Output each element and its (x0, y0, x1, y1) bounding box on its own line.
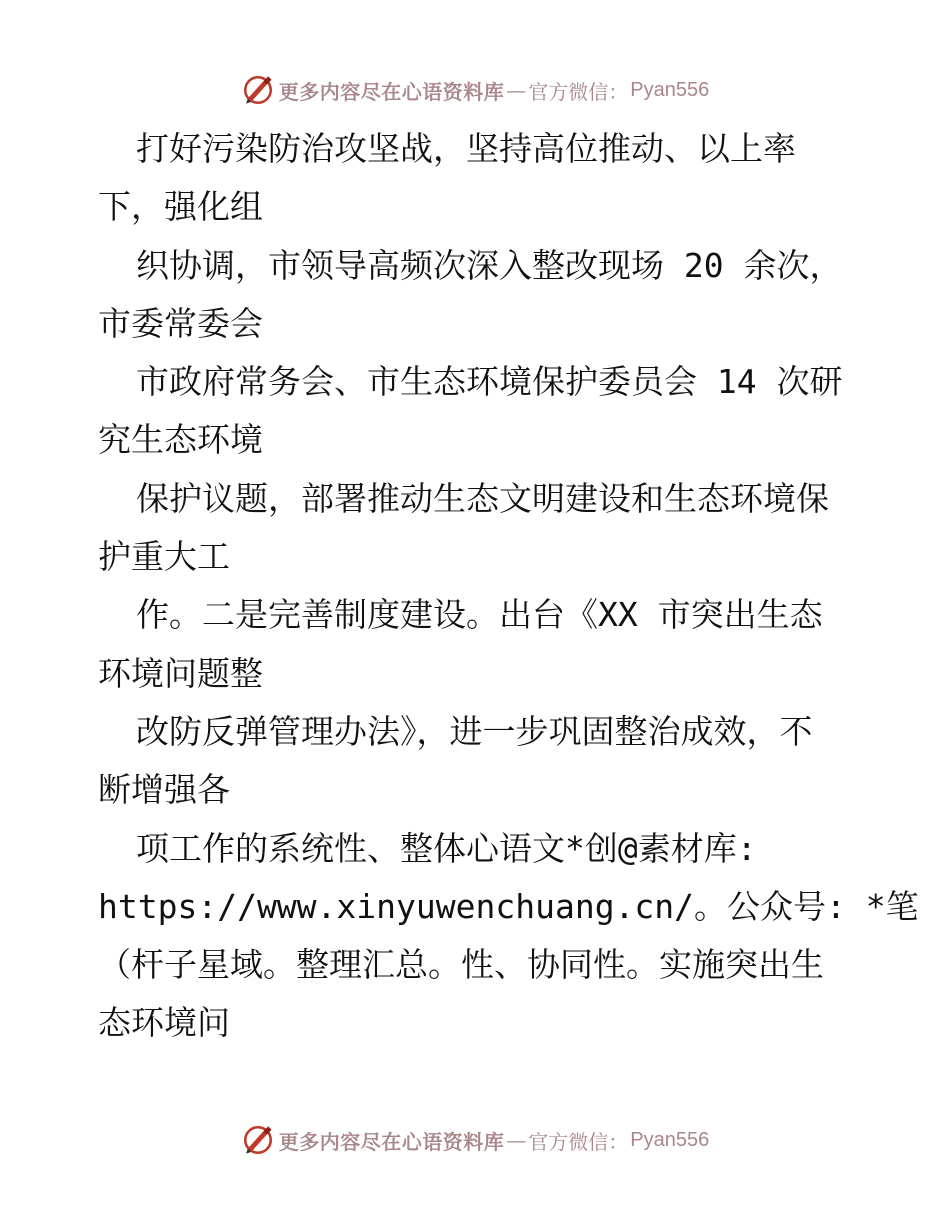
pen-logo-icon (241, 1123, 275, 1157)
text-line: 保护议题，部署推动生态文明建设和生态环境保 (136, 478, 829, 518)
banner-wechat-label: 官方微信： (528, 79, 629, 104)
text-line: 下，强化组 (98, 187, 263, 227)
text-line: 环境问题整 (98, 653, 263, 693)
text-line: 究生态环境 (98, 420, 263, 460)
text-line: 织协调，市领导高频次深入整改现场 20 余次， (136, 245, 843, 285)
text-line: 市政府常务会、市生态环境保护委员会 14 次研 (136, 362, 843, 402)
text-line: （杆子星域。整理汇总。性、协同性。实施突出生 (98, 945, 824, 985)
text-line: 断增强各 (98, 770, 230, 810)
banner-wechat-id: Pyan556 (630, 78, 710, 101)
banner-separator: — (506, 1128, 527, 1152)
text-line: 打好污染防治攻坚战，坚持高位推动、以上率 (136, 129, 796, 168)
pen-logo-icon (241, 73, 275, 107)
banner-wechat-id: Pyan556 (630, 1128, 710, 1151)
text-line: 市委常委会 (98, 303, 263, 343)
document-body (98, 120, 919, 1053)
banner-text: 更多内容尽在心语资料库 (278, 1129, 505, 1154)
text-line: 态环境问 (98, 1003, 230, 1043)
banner-separator: — (506, 78, 527, 102)
text-line: https://www.xinyuwenchuang.cn/。公众号: *笔 (98, 886, 919, 926)
header-banner (0, 70, 950, 110)
footer-banner (0, 1120, 950, 1160)
banner-wechat-label: 官方微信： (528, 1129, 629, 1154)
text-line: 作。二是完善制度建设。出台《XX 市突出生态 (136, 595, 823, 635)
banner-text: 更多内容尽在心语资料库 (278, 79, 505, 104)
text-line: 改防反弹管理办法》，进一步巩固整治成效，不 (136, 711, 813, 751)
text-line: 护重大工 (98, 537, 230, 577)
text-line: 项工作的系统性、整体心语文*创@素材库: (136, 828, 757, 868)
